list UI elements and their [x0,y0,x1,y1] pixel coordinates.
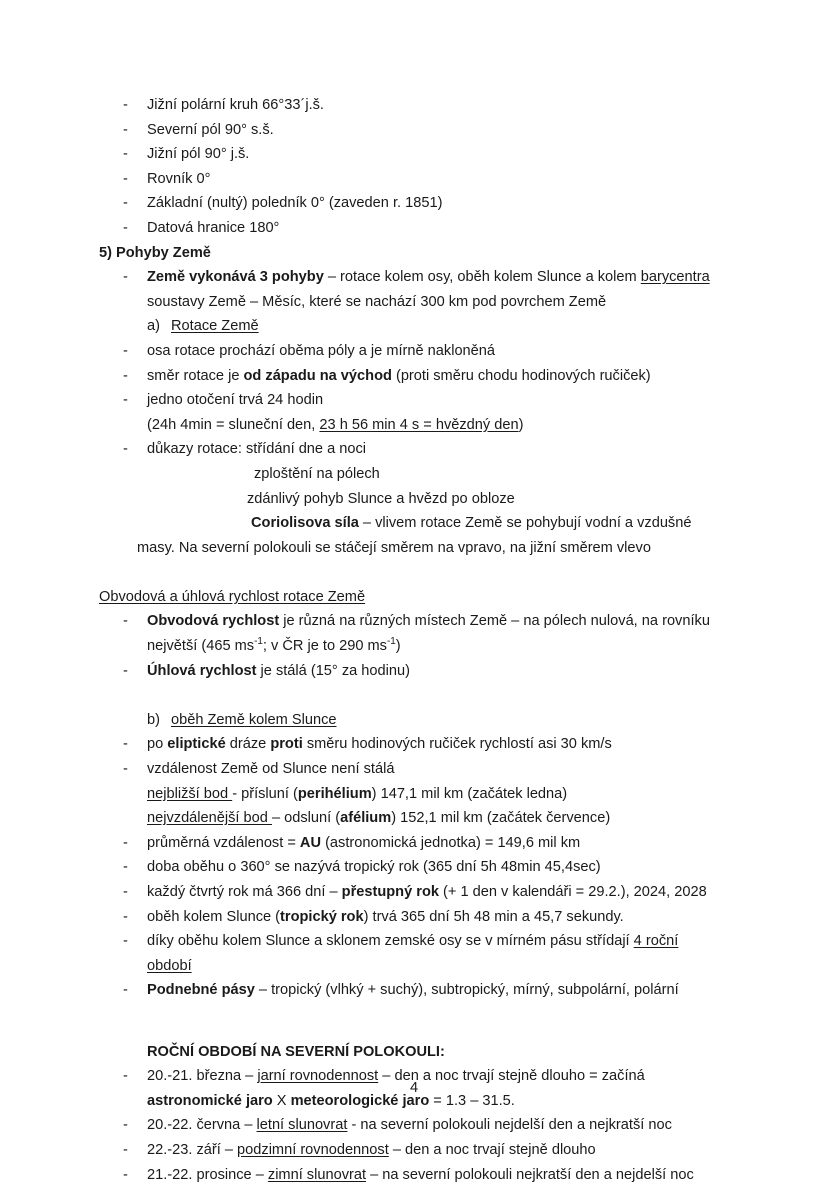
list-item-underlined-term: barycentra [640,269,710,286]
list-item [99,216,728,241]
aphelion-text: – odsluní ( [271,810,341,827]
list-item-text: Jižní pól 90° j.š. [147,146,250,163]
sidereal-day-underlined: 23 h 56 min 4 s = hvězdný den [319,416,519,433]
seasons-text: díky oběhu kolem Slunce a sklonem zemské osy se v mírném pásu střídají [147,933,634,950]
list-item [99,929,728,954]
leap-term: přestupný rok [341,884,439,900]
list-item [99,757,728,782]
meteorological-spring-term: meteorologické jaro [290,1092,430,1109]
tropical-text-tail: ) trvá 365 dní 5h 48 min a 45,7 sekundy. [363,908,624,925]
coriolis-text: – vlivem rotace Země se pohybují vodní a vzdušné [358,515,692,532]
bullet-dash: - [123,1068,128,1085]
bullet-dash: - [123,367,128,384]
speed-text-a: největší (465 ms [147,638,255,655]
bullet-dash: - [123,884,128,900]
list-item-text: jedno otočení trvá 24 hodin [147,392,324,409]
list-item-emphasis: Úhlová rychlost [147,662,257,679]
perihelion-line [99,782,728,807]
summer-text: 20.-22. června – [147,1117,257,1134]
perihelion-underlined: nejbližší bod [147,785,233,802]
list-item-text: směr rotace je [147,367,244,384]
sub-item-obeh [99,708,728,733]
bullet-dash: - [123,441,128,458]
list-item [99,118,728,143]
bullet-dash: - [123,761,128,778]
day-text: (24h 4min = sluneční den, [147,416,320,433]
winter-text: 21.-22. prosince – [147,1166,268,1183]
autumn-text-tail: – den a noc trvají stejně dlouho [388,1141,596,1158]
bullet-dash: - [123,97,128,113]
seasons-underlined-part2: období [147,957,192,974]
spacer [99,1003,728,1028]
list-item-emphasis: Země vykonává 3 pohyby [147,269,324,286]
sub-item-label: oběh Země kolem Slunce [171,711,337,728]
list-item [99,609,728,634]
list-item [99,855,728,880]
bullet-dash: - [123,982,128,999]
orbit-text-a: po [147,736,168,753]
tropical-term: tropický rok [280,908,364,925]
list-item [99,93,728,118]
list-item [99,339,728,364]
leap-text-tail: (+ 1 den v kalendáři = 29.2.), 2024, 2028 [438,884,707,900]
list-item-continuation [99,413,728,438]
list-item-text: Datová hranice 180° [147,219,280,236]
bullet-dash: - [123,121,128,138]
list-item-text: Severní pól 90° s.š. [147,121,274,138]
sub-item-label: Rotace Země [171,318,259,335]
orbit-text-b: dráze [225,736,271,753]
list-item-text: Rovník 0° [147,170,211,187]
au-text-tail: (astronomická jednotka) = 149,6 mil km [321,834,581,851]
au-term: AU [299,834,322,851]
perihelion-text: - přísluní ( [232,785,298,802]
proof-item-coriolis [99,511,728,536]
list-item [99,437,728,462]
list-item-continuation [99,634,728,659]
bullet-dash: - [123,859,128,876]
list-item-text: vzdálenost Země od Slunce není stálá [147,761,395,778]
list-item [99,659,728,684]
spacer [99,560,728,585]
au-text: průměrná vzdálenost = [147,834,300,851]
aphelion-underlined: nejvzdálenější bod [147,810,272,827]
day-text-tail: ) [518,416,524,433]
list-item-text-tail: (proti směru chodu hodinových ručiček) [391,367,651,384]
list-item [99,978,728,1003]
spring-equinox-term: jarní rovnodennost [257,1068,379,1085]
speed-text-b: ; v ČR je to 290 ms [262,638,387,655]
spacer [99,683,728,708]
list-item-text: – rotace kolem osy, oběh kolem Slunce a kolem [323,269,641,286]
list-item-text: osa rotace prochází oběma póly a je mírně nakloněná [147,342,496,359]
proof-item-3: zdánlivý pohyb Slunce a hvězd po obloze [247,490,515,507]
perihelion-term: perihélium [297,785,372,802]
document-body [99,93,728,1187]
list-item-emphasis: od západu na východ [243,367,392,384]
aphelion-term: afélium [340,810,392,827]
list-item [99,191,728,216]
orbit-emphasis-2: proti [270,736,303,753]
spring-range: = 1.3 – 31.5. [429,1092,515,1109]
list-item [99,905,728,930]
bullet-dash: - [123,342,128,359]
bullet-dash: - [123,1166,128,1183]
list-item [99,364,728,389]
bullet-dash: - [123,933,128,950]
winter-solstice-term: zimní slunovrat [267,1166,367,1183]
list-item [99,1138,728,1163]
seasons-continuation [99,954,728,979]
perihelion-text-tail: ) 147,1 mil km (začátek ledna) [371,785,568,802]
list-item [99,1113,728,1138]
list-item-text: je různá na různých místech Země – na pólech nulová, na rovníku [279,613,710,630]
spring-text-tail: – den a noc trvají stejně dlouho = začíná [378,1068,645,1085]
bullet-dash: - [123,662,128,679]
bullet-dash: - [123,1141,128,1158]
spacer [99,1028,728,1040]
zones-term: Podnebné pásy [147,982,255,999]
list-item-text: doba oběhu o 360° se nazývá tropický rok (365 dní 5h 48min 45,4sec) [147,859,601,876]
bullet-dash: - [123,908,128,925]
autumn-text: 22.-23. září – [147,1141,238,1158]
list-item [99,880,728,905]
bullet-dash: - [123,269,128,286]
section-heading-rychlost: Obvodová a úhlová rychlost rotace Země [99,588,366,605]
page-number: 4 [409,1080,419,1096]
coriolis-term: Coriolisova síla [251,515,359,532]
speed-superscript-2: -1 [386,636,396,648]
leap-text: každý čtvrtý rok má 366 dní – [147,884,342,900]
list-item [99,167,728,192]
list-item-text: je stálá (15° za hodinu) [256,662,410,679]
orbit-text-c: směru hodinových ručiček rychlostí asi 30 km/s [302,736,612,753]
orbit-emphasis-1: eliptické [167,736,226,753]
bullet-dash: - [123,392,128,409]
list-item-text: důkazy rotace: střídání dne a noci [147,441,367,458]
summer-solstice-term: letní slunovrat [256,1117,348,1134]
bullet-dash: - [123,736,128,753]
bullet-dash: - [123,195,128,212]
winter-text-tail: – na severní polokouli nejkratší den a nejdelší noc [366,1166,694,1183]
list-item [99,265,728,290]
list-item-text: Základní (nultý) poledník 0° (zaveden r. 1851) [147,195,443,212]
speed-superscript-1: -1 [254,636,263,648]
list-item-continuation: soustavy Země – Měsíc, které se nachází 300 km pod povrchem Země [147,293,607,310]
speed-text-c: ) [395,638,401,655]
coriolis-continuation: masy. Na severní polokouli se stáčejí směrem na vpravo, na jižní směrem vlevo [137,539,651,556]
section-heading-pohyby: 5) Pohyby Země [99,244,211,261]
list-item-text: Jižní polární kruh 66°33´j.š. [147,97,324,113]
astronomical-spring-term: astronomické jaro [147,1092,273,1109]
list-item-emphasis: Obvodová rychlost [147,613,280,630]
section-heading-seasons: ROČNÍ OBDOBÍ NA SEVERNÍ POLOKOULI: [147,1043,445,1060]
zones-text: – tropický (vlhký + suchý), subtropický, mírný, subpolární, polární [254,982,679,999]
seasons-underlined-part1: 4 roční [633,933,679,950]
bullet-dash: - [123,219,128,236]
bullet-dash: - [123,170,128,187]
aphelion-text-tail: ) 152,1 mil km (začátek července) [391,810,611,827]
bullet-dash: - [123,613,128,630]
bullet-dash: - [123,146,128,163]
list-item [99,388,728,413]
spring-separator: X [272,1092,291,1109]
summer-text-tail: - na severní polokouli nejdelší den a nejkratší noc [347,1117,672,1134]
sub-item-letter: b) [147,711,160,728]
list-item [99,732,728,757]
bullet-dash: - [123,1117,128,1134]
proof-item-2: zploštění na pólech [254,465,380,482]
sub-item-rotace [99,314,728,339]
tropical-text: oběh kolem Slunce ( [147,908,281,925]
list-item [99,831,728,856]
autumn-equinox-term: podzimní rovnodennost [237,1141,389,1158]
bullet-dash: - [123,834,128,851]
aphelion-line [99,806,728,831]
list-item [99,142,728,167]
spring-text: 20.-21. března – [147,1068,258,1085]
sub-item-letter: a) [147,318,160,335]
list-item [99,1163,728,1187]
